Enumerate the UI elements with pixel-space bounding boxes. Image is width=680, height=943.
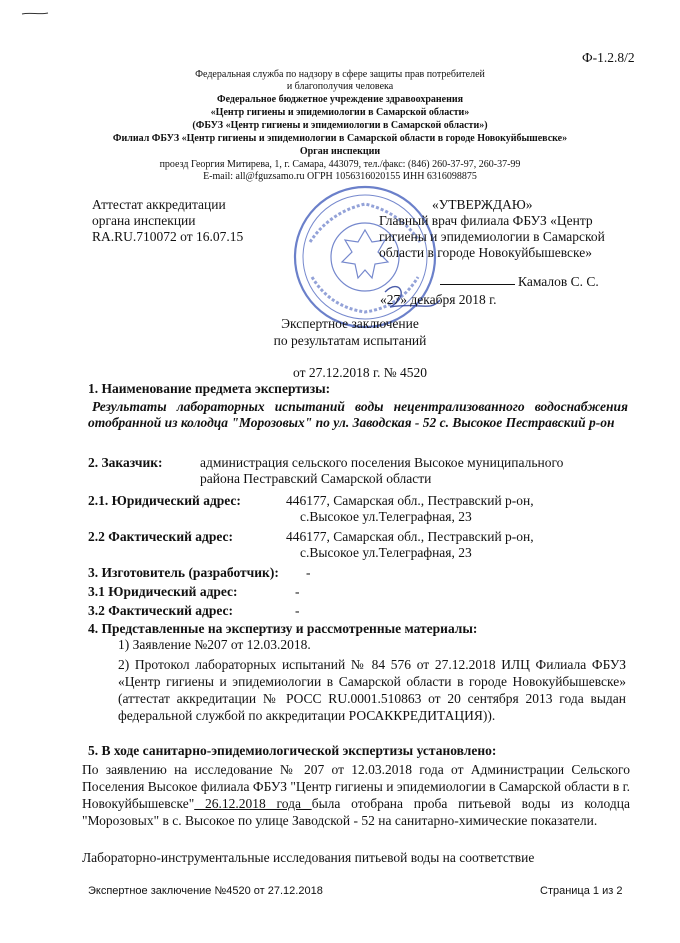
header-line-6: Филиал ФБУЗ «Центр гигиены и эпидемиологии в Самарской области в городе Новокуйбышевске» — [112, 133, 568, 144]
sampling-date: 26.12.2018 года — [194, 796, 312, 811]
customer-line-1: администрация сельского поселения Высокое муниципального — [200, 455, 564, 470]
approval-line-1: Главный врач филиала ФБУЗ «Центр — [379, 213, 593, 228]
footer-left: Экспертное заключение №4520 от 27.12.2018 — [88, 885, 323, 897]
legal-address-line-2: с.Высокое ул.Телеграфная, 23 — [300, 509, 472, 524]
section-2-1-label: 2.1. Юридический адрес: — [88, 493, 241, 508]
form-code: Ф-1.2.8/2 — [582, 50, 635, 65]
section-5-heading: 5. В ходе санитарно-эпидемиологической экспертизы установлено: — [88, 743, 497, 758]
header-line-8: проезд Георгия Митирева, 1, г. Самара, 443079, тел./факс: (846) 260-37-97, 260-37-99 — [159, 159, 521, 170]
section-3-value: - — [306, 565, 311, 580]
section-4-heading: 4. Представленные на экспертизу и рассмотренные материалы: — [88, 621, 478, 636]
footer-page-number: Страница 1 из 2 — [540, 885, 623, 897]
section-5-paragraph-2: Лабораторно-инструментальные исследования питьевой воды на соответствие — [82, 850, 535, 865]
header-line-1: Федеральная служба по надзору в сфере защиты прав потребителей — [195, 69, 485, 80]
section-3-1-value: - — [295, 584, 300, 599]
header-line-9: E-mail: all@fguzsamo.ru ОГРН 1056316020155 ИНН 6316098875 — [203, 171, 477, 182]
document-title: Экспертное заключение — [281, 316, 419, 331]
section-3-2-value: - — [295, 603, 300, 618]
approval-title: «УТВЕРЖДАЮ» — [432, 197, 533, 212]
approval-line-2: гигиены и эпидемиологии в Самарской — [379, 229, 605, 244]
pen-mark-icon — [0, 0, 680, 30]
accreditation-line-2: органа инспекции — [92, 213, 196, 228]
approval-line-3: области в городе Новокуйбышевске» — [379, 245, 593, 260]
section-3-label: 3. Изготовитель (разработчик): — [88, 565, 279, 580]
header-line-4: «Центр гигиены и эпидемиологии в Самарской области» — [210, 107, 470, 118]
section-1-heading: 1. Наименование предмета экспертизы: — [88, 381, 331, 396]
material-item-2: 2) Протокол лабораторных испытаний № 84 576 от 27.12.2018 ИЛЦ Филиала ФБУЗ «Центр гигиены и эпидемиологии в Самарской области в городе Новокуйбышевске» (аттестат аккредитации № РОСС RU.0001.510863 от 20 сентября 2013 года выдан федеральной службой по аккредитации РОСАККРЕДИТАЦИЯ)). — [118, 657, 626, 723]
header-line-7: Орган инспекции — [299, 146, 381, 157]
accreditation-line-3: RA.RU.710072 от 16.07.15 — [92, 229, 244, 244]
section-2-label: 2. Заказчик: — [88, 455, 163, 470]
legal-address-line-1: 446177, Самарская обл., Пестравский р-он, — [286, 493, 534, 508]
approval-signer: Камалов С. С. — [518, 274, 599, 289]
accreditation-line-1: Аттестат аккредитации — [92, 197, 226, 212]
document-subtitle: по результатам испытаний — [273, 333, 427, 348]
paragraph-1-start: По заявлению на исследование № 207 от 12.03.2018 года от Администрации Сельского Поселения Высокое филиала ФБУЗ "Центр гигиены и эпидемиологии в Самарской области в г. Новокуйбышевске" — [82, 762, 630, 811]
customer-line-2: района Пестравский Самарской области — [200, 471, 432, 486]
section-3-2-label: 3.2 Фактический адрес: — [88, 603, 233, 618]
actual-address-line-1: 446177, Самарская обл., Пестравский р-он, — [286, 529, 534, 544]
actual-address-line-2: с.Высокое ул.Телеграфная, 23 — [300, 545, 472, 560]
header-line-5: (ФБУЗ «Центр гигиены и эпидемиологии в Самарской области») — [192, 120, 488, 131]
paragraph-1-end: была отобрана проба питьевой воды из колодца "Морозовых" в с. Высокое по улице Заводской - 52 на санитарно-химические показатели. — [82, 796, 630, 828]
section-1-text: Результаты лабораторных испытаний воды нецентрализованного водоснабжения отобранной из колодца "Морозовых" по ул. Заводская - 52 с. Высокое Пестравский р-он — [88, 399, 628, 430]
material-item-1: 1) Заявление №207 от 12.03.2018. — [118, 637, 311, 652]
document-number-date: от 27.12.2018 г. № 4520 — [293, 365, 427, 380]
section-3-1-label: 3.1 Юридический адрес: — [88, 584, 238, 599]
section-5-paragraph-1 — [82, 761, 630, 829]
header-line-2: и благополучия человека — [286, 81, 394, 92]
approval-date: «27» декабря 2018 г. — [380, 292, 497, 307]
header-line-3: Федеральное бюджетное учреждение здравоохранения — [216, 94, 464, 105]
signature-line — [440, 284, 515, 285]
section-2-2-label: 2.2 Фактический адрес: — [88, 529, 233, 544]
